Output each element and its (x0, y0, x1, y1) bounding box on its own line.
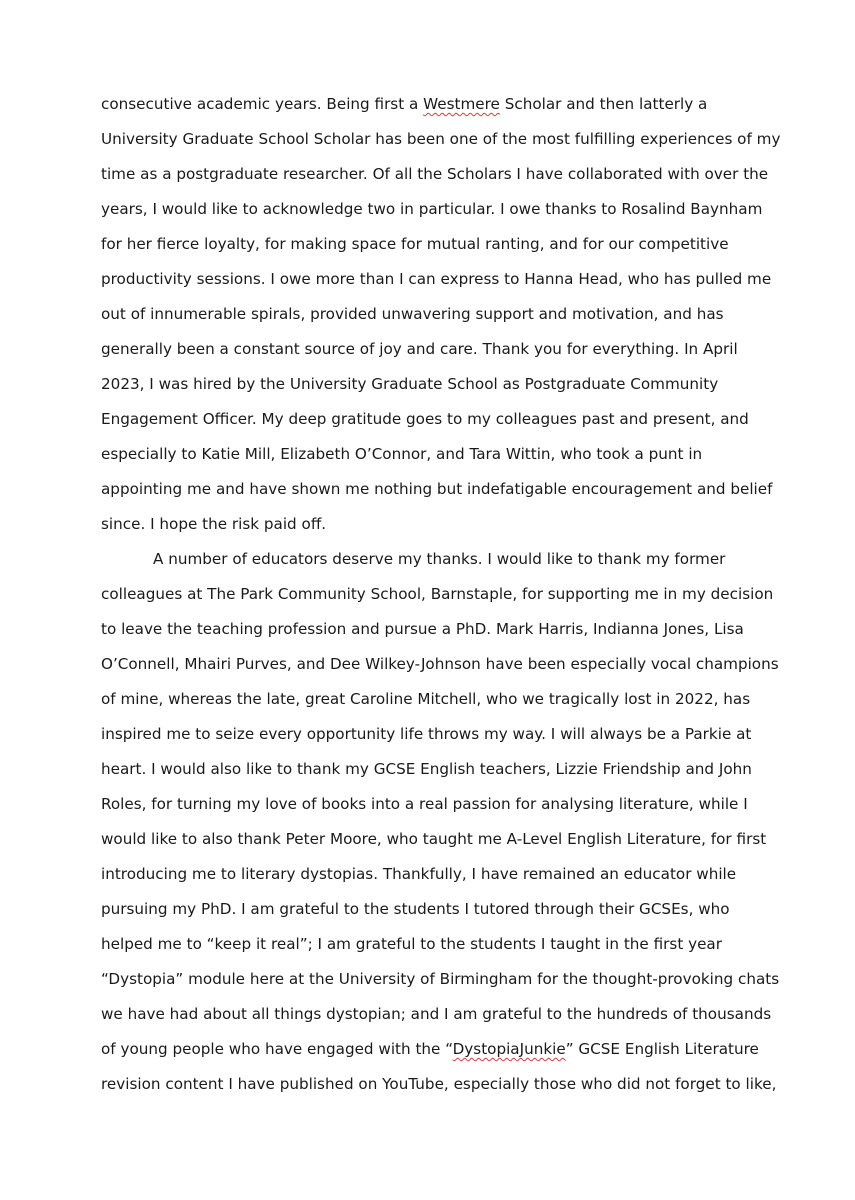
spelling-flagged-word[interactable]: Westmere (423, 95, 500, 113)
text-line-11: especially to Katie Mill, Elizabeth O’Connor, and Tara Wittin, who took a punt in (101, 445, 703, 463)
text-line-17: O’Connell, Mhairi Purves, and Dee Wilkey-Johnson have been especially vocal champions (101, 655, 779, 673)
line-1-text-start: consecutive academic years. Being first a (101, 95, 424, 113)
text-line-27: we have had about all things dystopian; and I am grateful to the hundreds of thousands (101, 1005, 772, 1023)
line-1-text-end: Scholar and then latterly a (499, 95, 708, 113)
text-line-21: Roles, for turning my love of books into a real passion for analysing literature, while I (101, 795, 748, 813)
text-line-1 (101, 87, 761, 122)
text-line-12: appointing me and have shown me nothing but indefatigable encouragement and belief (101, 480, 773, 498)
text-line-6: productivity sessions. I owe more than I can express to Hanna Head, who has pulled me (101, 270, 772, 288)
text-line-20: heart. I would also like to thank my GCSE English teachers, Lizzie Friendship and John (101, 760, 752, 778)
text-line-23: introducing me to literary dystopias. Thankfully, I have remained an educator while (101, 865, 737, 883)
text-line-8: generally been a constant source of joy and care. Thank you for everything. In April (101, 340, 738, 358)
text-line-24: pursuing my PhD. I am grateful to the students I tutored through their GCSEs, who (101, 900, 730, 918)
document-body-text[interactable] (101, 87, 781, 1102)
text-line-29: revision content I have published on YouTube, especially those who did not forget to like, (101, 1075, 777, 1093)
spelling-flagged-word[interactable]: DystopiaJunkie (452, 1040, 566, 1058)
text-line-19: inspired me to seize every opportunity life throws my way. I will always be a Parkie at (101, 725, 752, 743)
line-28-text-start: of young people who have engaged with the “ (101, 1040, 453, 1058)
text-line-18: of mine, whereas the late, great Caroline Mitchell, who we tragically lost in 2022, has (101, 690, 751, 708)
text-line-3: time as a postgraduate researcher. Of all the Scholars I have collaborated with over the (101, 165, 769, 183)
text-line-16: to leave the teaching profession and pursue a PhD. Mark Harris, Indianna Jones, Lisa (101, 620, 744, 638)
text-line-10: Engagement Officer. My deep gratitude goes to my colleagues past and present, and (101, 410, 749, 428)
text-line-25: helped me to “keep it real”; I am grateful to the students I taught in the first year (101, 935, 722, 953)
text-line-26: “Dystopia” module here at the University of Birmingham for the thought-provoking chats (101, 970, 780, 988)
text-line-2: University Graduate School Scholar has been one of the most fulfilling experiences of my (101, 130, 781, 148)
paragraph-start-line: A number of educators deserve my thanks. I would like to thank my former (153, 550, 726, 568)
text-line-5: for her fierce loyalty, for making space for mutual ranting, and for our competitive (101, 235, 729, 253)
line-28-text-end: ” GCSE English Literature (565, 1040, 759, 1058)
text-line-22: would like to also thank Peter Moore, who taught me A-Level English Literature, for first (101, 830, 767, 848)
text-line-9: 2023, I was hired by the University Graduate School as Postgraduate Community (101, 375, 719, 393)
text-line-15: colleagues at The Park Community School, Barnstaple, for supporting me in my decision (101, 585, 774, 603)
text-line-7: out of innumerable spirals, provided unwavering support and motivation, and has (101, 305, 724, 323)
text-line-4: years, I would like to acknowledge two in particular. I owe thanks to Rosalind Baynham (101, 200, 763, 218)
text-line-28 (101, 1032, 761, 1067)
text-line-13: since. I hope the risk paid off. (101, 515, 327, 533)
